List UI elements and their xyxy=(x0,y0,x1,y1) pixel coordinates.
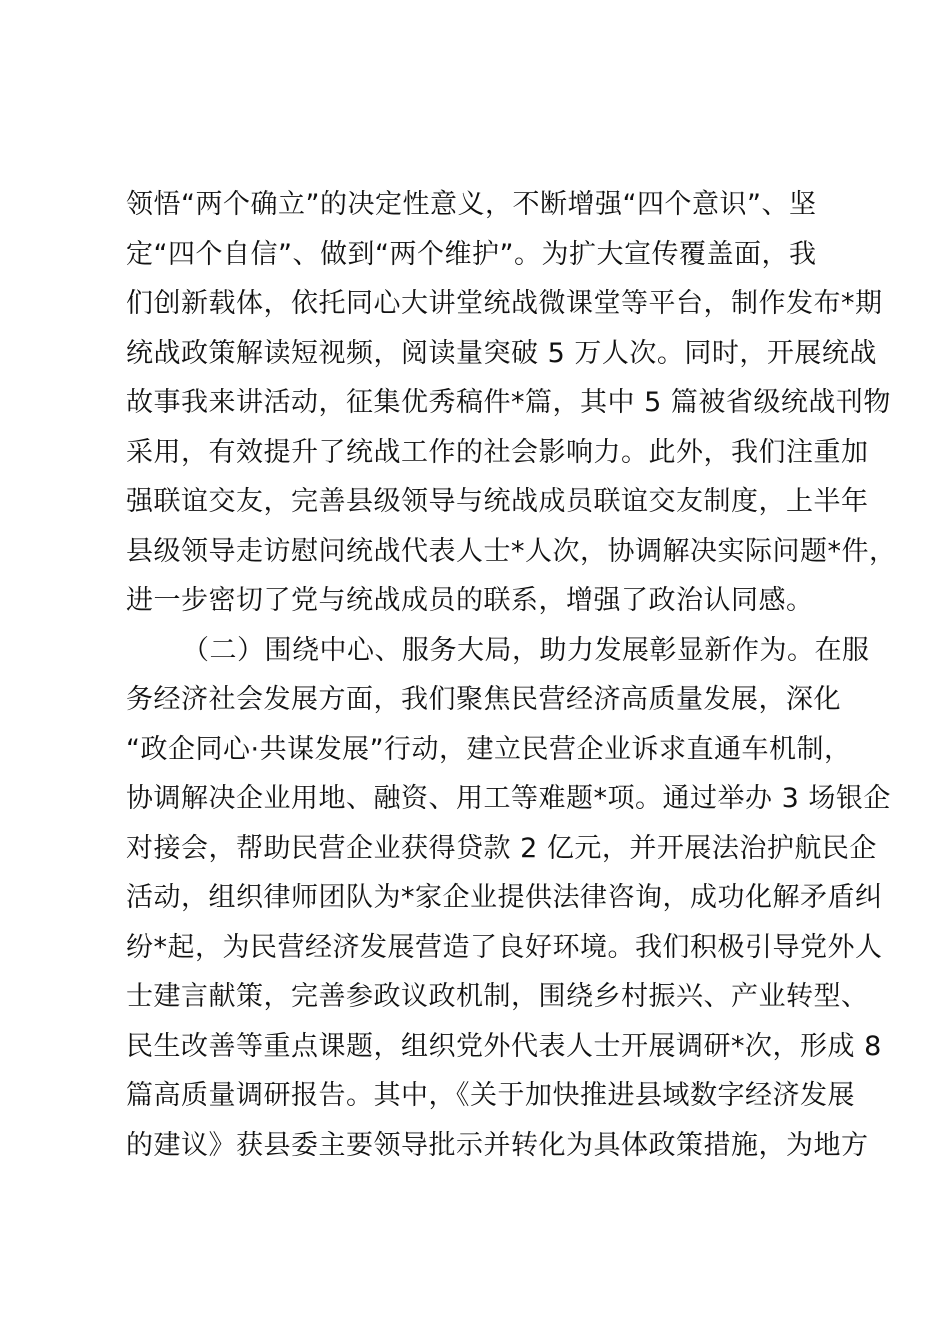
text-line: 篇高质量调研报告。其中，《关于加快推进县域数字经济发展 xyxy=(126,1080,855,1111)
text-line: 民生改善等重点课题，组织党外代表人士开展调研*次，形成 8 xyxy=(126,1030,882,1062)
text-line: 故事我来讲活动，征集优秀稿件*篇，其中 5 篇被省级统战刊物 xyxy=(126,387,891,418)
text-line: 活动，组织律师团队为*家企业提供法律咨询，成功化解矛盾纠 xyxy=(126,882,883,913)
text-line: 的建议》获县委主要领导批示并转化为具体政策措施，为地方 xyxy=(126,1129,869,1161)
text-line: 强联谊交友，完善县级领导与统战成员联谊交友制度，上半年 xyxy=(126,486,869,517)
text-line: “政企同心·共谋发展”行动，建立民营企业诉求直通车机制， xyxy=(126,733,852,765)
text-line: 对接会，帮助民营企业获得贷款 2 亿元，并开展法治护航民企 xyxy=(126,832,877,864)
section-heading-line: （二）围绕中心、服务大局，助力发展彰显新作为。在服 xyxy=(182,634,870,666)
text-line: 务经济社会发展方面，我们聚焦民营经济高质量发展，深化 xyxy=(126,684,841,715)
text-line: 们创新载体，依托同心大讲堂统战微课堂等平台，制作发布*期 xyxy=(126,288,883,319)
text-line: 统战政策解读短视频，阅读量突破 5 万人次。同时，开展统战 xyxy=(126,337,877,369)
text-line: 协调解决企业用地、融资、用工等难题*项。通过举办 3 场银企 xyxy=(126,783,891,814)
text-line: 纷*起，为民营经济发展营造了良好环境。我们积极引导党外人 xyxy=(126,931,883,963)
text-line: 进一步密切了党与统战成员的联系，增强了政治认同感。 xyxy=(126,585,814,616)
text-line: 县级领导走访慰问统战代表人士*人次，协调解决实际问题*件， xyxy=(126,535,897,567)
text-line: 领悟“两个确立”的决定性意义，不断增强“四个意识”、坚 xyxy=(126,189,817,220)
text-line: 定“四个自信”、做到“两个维护”。为扩大宣传覆盖面，我 xyxy=(126,238,817,270)
text-line: 士建言献策，完善参政议政机制，围绕乡村振兴、产业转型、 xyxy=(126,981,869,1012)
text-line: 采用，有效提升了统战工作的社会影响力。此外，我们注重加 xyxy=(126,436,869,468)
body-text xyxy=(126,180,897,1170)
